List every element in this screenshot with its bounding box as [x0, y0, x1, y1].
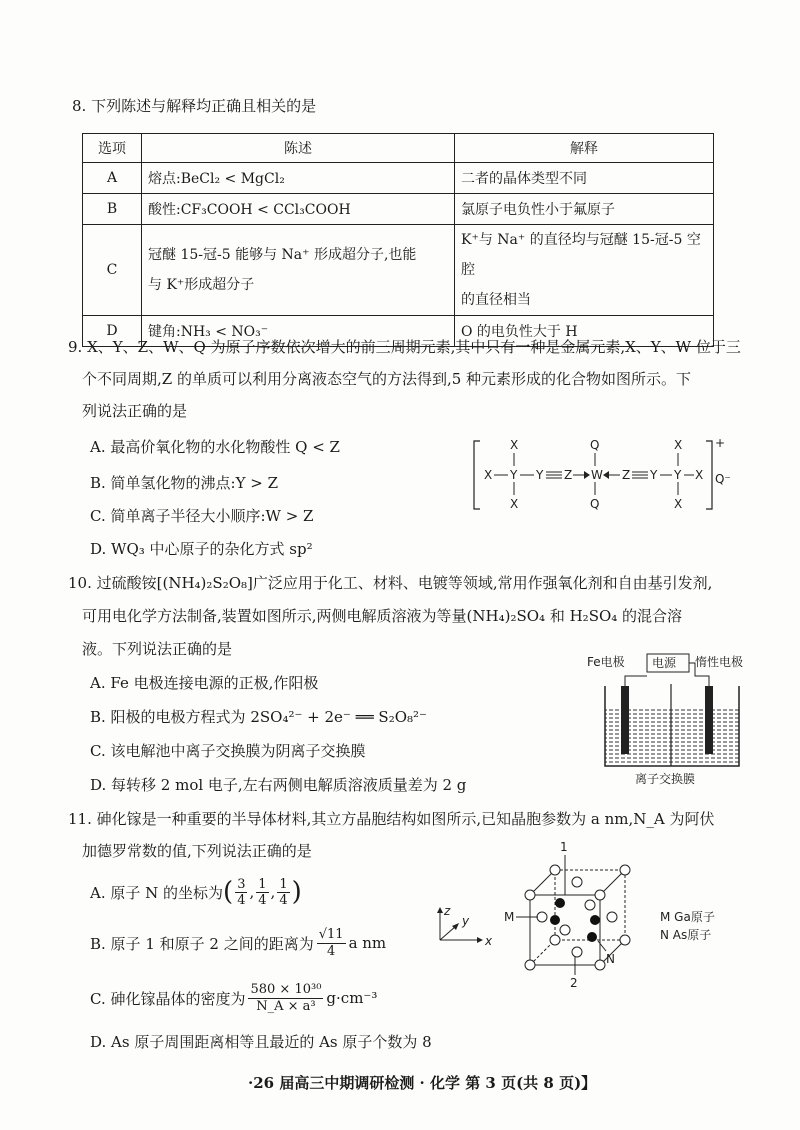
legend-ga: M Ga原子: [660, 910, 715, 924]
table-header: 选项: [83, 134, 142, 163]
option-c-unit: g·cm⁻³: [326, 989, 378, 1007]
atom-y: Y: [674, 468, 682, 482]
q11-line1: 11. 砷化镓是一种重要的半导体材料,其立方晶胞结构如图所示,已知晶胞参数为 a nm,N_A 为阿伏: [68, 810, 715, 828]
q11-option-d: D. As 原子周围距离相等且最近的 As 原子个数为 8: [90, 1033, 432, 1051]
fraction: [277, 877, 289, 908]
q9-option-a: A. 最高价氧化物的水化物酸性 Q < Z: [90, 438, 340, 456]
option-b-unit: a nm: [348, 934, 387, 952]
table-cell: C: [83, 225, 142, 316]
numerator: 1: [258, 876, 267, 892]
legend-as: N As原子: [660, 928, 712, 942]
axes: [437, 904, 493, 948]
axis-x-label: x: [485, 934, 493, 948]
q11-line2: 加德罗常数的值,下列说法正确的是: [82, 842, 312, 860]
table-cell: 酸性:CF₃COOH < CCl₃COOH: [142, 194, 455, 225]
q9-option-c: C. 简单离子半径大小顺序:W > Z: [90, 507, 314, 525]
q8-stem: 8. 下列陈述与解释均正确且相关的是: [72, 97, 317, 115]
option-c-text: C. 砷化镓晶体的密度为: [90, 989, 246, 1008]
atom-x: X: [674, 438, 683, 452]
table-row: [83, 163, 714, 194]
table-cell: 二者的晶体类型不同: [455, 163, 714, 194]
membrane-label: 离子交换膜: [635, 772, 696, 786]
q9-option-d: D. WQ₃ 中心原子的杂化方式 sp²: [90, 540, 313, 558]
denominator: 4: [258, 892, 267, 908]
cell-line: 冠醚 15-冠-5 能够与 Na⁺ 形成超分子,也能: [148, 247, 417, 263]
q11-option-b: [90, 923, 386, 963]
table-cell: 键角:NH₃ < NO₃⁻: [142, 316, 455, 347]
inert-electrode-label: 惰性电极: [695, 655, 744, 669]
table-cell: A: [83, 163, 142, 194]
fraction: [248, 982, 323, 1015]
atom-m-label: M: [504, 910, 515, 924]
page-footer: ·26 届高三中期调研检测 · 化学 第 3 页(共 8 页)】: [248, 1074, 597, 1092]
fraction: [256, 877, 268, 908]
atom-x: X: [484, 468, 493, 482]
fraction: [317, 927, 346, 960]
axis-z-label: z: [444, 904, 451, 918]
q9-structure-figure: [470, 435, 740, 515]
table-cell: B: [83, 194, 142, 225]
q10-option-c: C. 该电解池中离子交换膜为阴离子交换膜: [90, 742, 366, 760]
atom-x: X: [510, 438, 519, 452]
right-bracket: [706, 441, 712, 509]
denominator: 4: [279, 892, 288, 908]
table-cell: [142, 225, 455, 316]
q10-option-b: B. 阳极的电极方程式为 2SO₄²⁻ + 2e⁻ ══ S₂O₈²⁻: [90, 708, 427, 726]
q10-line3: 液。下列说法正确的是: [82, 640, 233, 658]
anion-label: Q⁻: [715, 472, 731, 486]
axis-y-label: y: [462, 914, 470, 928]
fe-electrode-label: Fe电极: [587, 655, 625, 669]
denominator: N_A × a³: [256, 998, 316, 1014]
q9-option-b: B. 简单氢化物的沸点:Y > Z: [90, 474, 279, 492]
q11-option-c: [90, 978, 377, 1018]
fe-electrode: [621, 686, 629, 754]
numerator: 1: [279, 876, 288, 892]
left-bracket: [474, 441, 480, 509]
table-header: 陈述: [142, 134, 455, 163]
numerator: 3: [237, 876, 246, 892]
q8-table: [82, 133, 714, 347]
table-row: [83, 194, 714, 225]
atom-x: X: [510, 497, 519, 511]
q10-line2: 可用电化学方法制备,装置如图所示,两侧电解质溶液为等量(NH₄)₂SO₄ 和 H₂SO₄ 的混合溶: [82, 607, 683, 625]
q11-option-a: A. 原子 N 的坐标为 ( $\frac{3}{4}$ , $\frac{1}{4}$ , $\frac{1}{4}$ ): [90, 876, 302, 908]
denominator: 4: [327, 943, 336, 959]
q10-option-a: A. Fe 电极连接电源的正极,作阳极: [90, 674, 319, 692]
table-cell: O 的电负性大于 H: [455, 316, 714, 347]
atom-2-label: 2: [570, 976, 578, 990]
table-header: 解释: [455, 134, 714, 163]
power-source-label: 电源: [652, 656, 677, 670]
denominator: 4: [237, 892, 246, 908]
option-b-text: B. 原子 1 和原子 2 之间的距离为: [90, 934, 314, 953]
atom-y: Y: [650, 468, 658, 482]
q9-line1: 9. X、Y、Z、W、Q 为原子序数依次增大的前三周期元素,其中只有一种是金属元素,X、Y、W 位于三: [68, 338, 741, 356]
option-a-text: A. 原子 N 的坐标为: [90, 883, 224, 902]
atom-z: Z: [622, 468, 631, 482]
table-cell: 熔点:BeCl₂ < MgCl₂: [142, 163, 455, 194]
cell-line: K⁺与 Na⁺ 的直径均与冠醚 15-冠-5 空腔: [461, 232, 701, 278]
charge-label: +: [715, 436, 726, 450]
q9-line2: 个不同周期,Z 的单质可以利用分离液态空气的方法得到,5 种元素形成的化合物如图所示。下: [82, 370, 692, 388]
atom-z: Z: [564, 468, 573, 482]
inert-electrode: [705, 686, 713, 754]
atom-y: Y: [536, 468, 544, 482]
numerator: √11: [318, 926, 344, 942]
numerator: 580 × 10³⁰: [250, 981, 322, 997]
table-row: [83, 225, 714, 316]
right-paren: ): [291, 877, 302, 907]
q9-line3: 列说法正确的是: [82, 402, 188, 420]
fraction: [235, 877, 247, 908]
atom-x: X: [674, 497, 683, 511]
atom-x: X: [695, 468, 704, 482]
q10-line1: 10. 过硫酸铵[(NH₄)₂S₂O₈]广泛应用于化工、材料、电镀等领域,常用作强氧化剂和自由基引发剂,: [68, 574, 713, 592]
table-cell: 氯原子电负性小于氟原子: [455, 194, 714, 225]
table-cell: D: [83, 316, 142, 347]
cell-line: 与 K⁺形成超分子: [148, 277, 255, 293]
crystal-cell-figure: [430, 835, 740, 990]
atom-q: Q: [590, 438, 600, 452]
atom-y: Y: [510, 468, 518, 482]
atom-q: Q: [590, 497, 600, 511]
atom-1-label: 1: [560, 840, 568, 854]
table-cell: [455, 225, 714, 316]
atom-w: W: [591, 468, 603, 482]
left-paren: (: [223, 877, 234, 907]
cell-line: 的直径相当: [461, 292, 531, 308]
electrolysis-figure: [585, 652, 760, 787]
atom-n-label: N: [606, 952, 615, 966]
q10-option-d: D. 每转移 2 mol 电子,左右两侧电解质溶液质量差为 2 g: [90, 776, 467, 794]
